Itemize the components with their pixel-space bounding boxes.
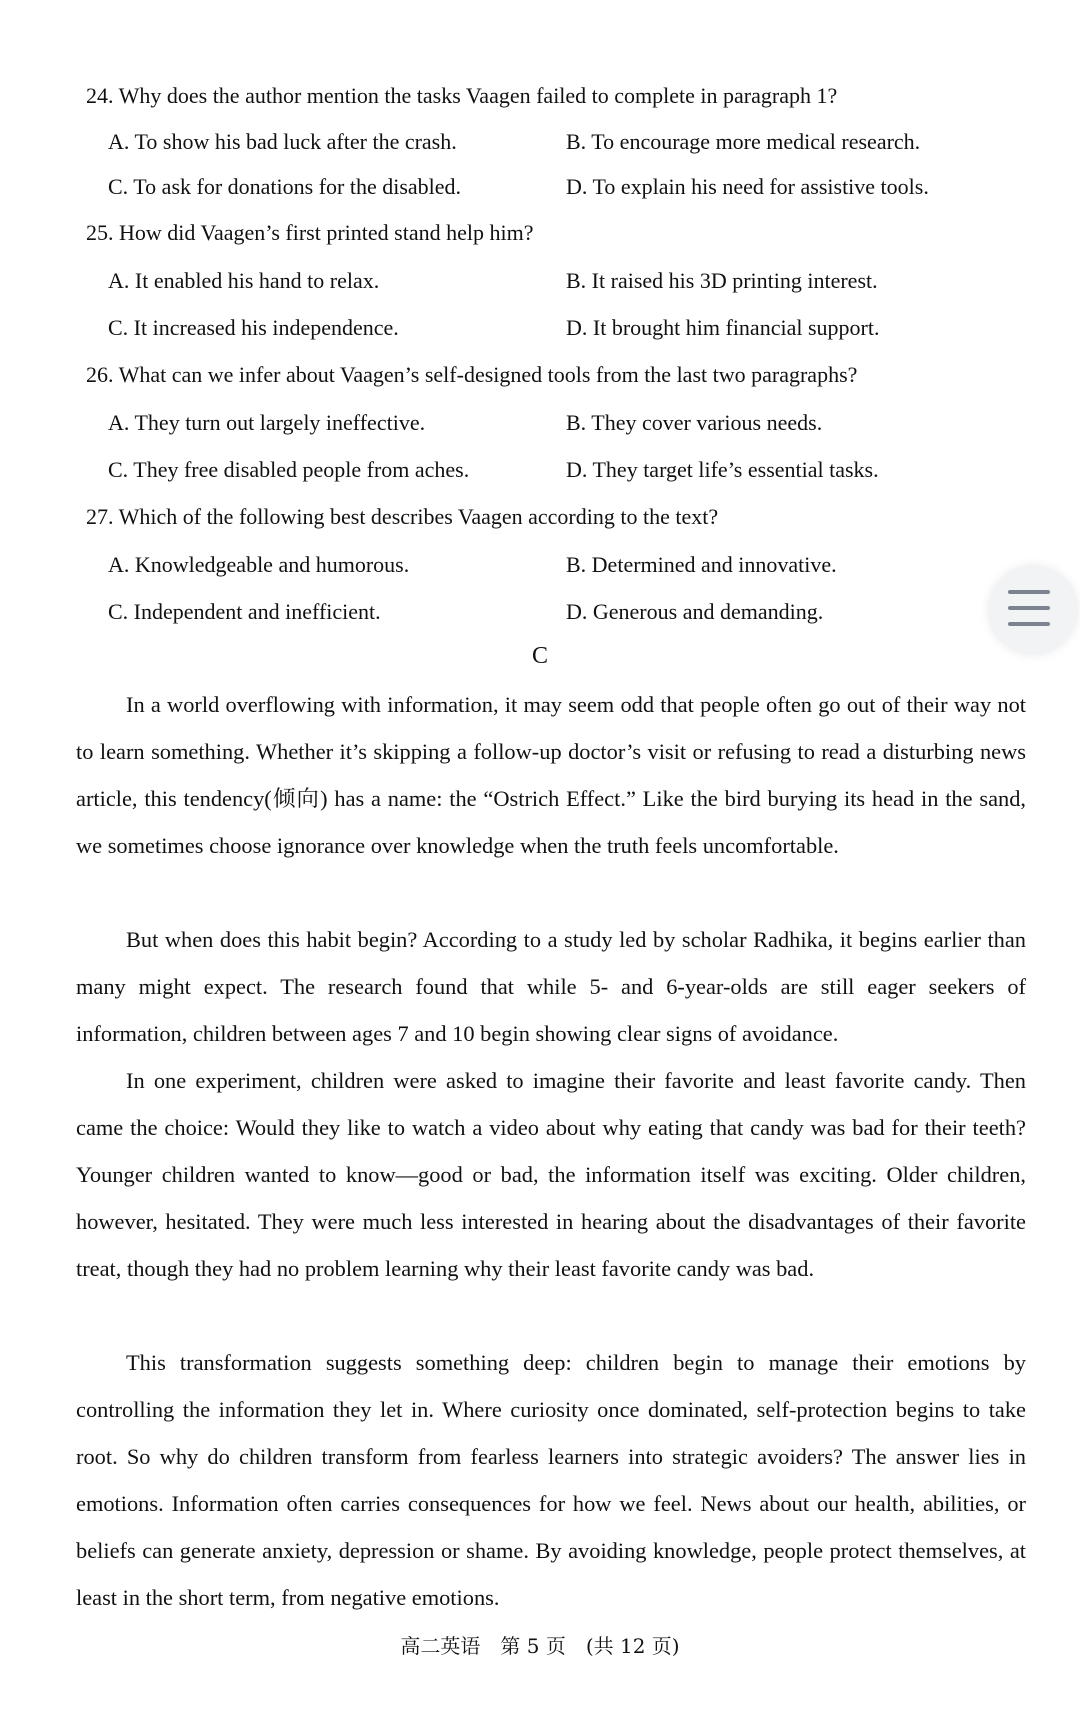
passage-paragraph-4: This transformation suggests something deep: children begin to manage their emotions by controlling the information they let in. Where curiosity once dominated, self-protection begins to take root. So why do children transform from fearless learners into strategic avoiders? The answer lies in emotions. Information often carries consequences for how we feel. News about our health, abilities, or beliefs can generate anxiety, depression or shame. By avoiding knowledge, people protect themselves, at least in the short term, from negative emotions. <box>76 1350 1026 1610</box>
question-24-option-b: B. To encourage more medical research. <box>566 129 921 154</box>
question-24-option-c: C. To ask for donations for the disabled. <box>108 174 462 199</box>
floating-menu-button[interactable] <box>988 565 1078 655</box>
question-24: 24. Why does the author mention the tasks Vaagen failed to complete in paragraph 1? <box>86 83 838 108</box>
question-24-option-a: A. To show his bad luck after the crash. <box>108 129 457 154</box>
question-27: 27. Which of the following best describes Vaagen according to the text? <box>86 504 719 529</box>
question-26-option-c: C. They free disabled people from aches. <box>108 457 470 482</box>
question-27-option-d: D. Generous and demanding. <box>566 599 824 624</box>
question-26: 26. What can we infer about Vaagen’s self-designed tools from the last two paragraphs? <box>86 362 858 387</box>
passage-paragraph-2: But when does this habit begin? According to a study led by scholar Radhika, it begins earlier than many might expect. The research found that while 5- and 6-year-olds are still eager seekers of information, children between ages 7 and 10 begin showing clear signs of avoidance. <box>76 927 1026 1046</box>
page-footer: 高二英语 第 5 页 (共 12 页) <box>400 1634 680 1658</box>
passage-paragraph-1: In a world overflowing with information, it may seem odd that people often go out of their way not to learn something. Whether it’s skipping a follow-up doctor’s visit or refusing to read a disturbing news article, this tendency(倾向) has a name: the “Ostrich Effect.” Like the bird burying its head in the sand, we sometimes choose ignorance over knowledge when the truth feels uncomfortable. <box>76 692 1026 858</box>
question-27-option-a: A. Knowledgeable and humorous. <box>108 552 410 577</box>
question-26-option-d: D. They target life’s essential tasks. <box>566 457 879 482</box>
passage-paragraph-3: In one experiment, children were asked to imagine their favorite and least favorite candy. Then came the choice: Would they like to watch a video about why eating that candy was bad for their teeth? Younger children wanted to know—good or bad, the information itself was exciting. Older children, however, hesitated. They were much less interested in hearing about the disadvantages of their favorite treat, though they had no problem learning why their least favorite candy was bad. <box>76 1068 1026 1281</box>
question-24-option-d: D. To explain his need for assistive tools. <box>566 174 929 199</box>
question-27-option-b: B. Determined and innovative. <box>566 552 837 577</box>
question-27-option-c: C. Independent and inefficient. <box>108 599 381 624</box>
section-heading: C <box>531 643 548 669</box>
question-25-option-c: C. It increased his independence. <box>108 315 399 340</box>
question-25: 25. How did Vaagen’s first printed stand help him? <box>86 220 534 245</box>
menu-icon[interactable] <box>1008 590 1050 626</box>
question-25-option-a: A. It enabled his hand to relax. <box>108 268 380 293</box>
question-25-option-d: D. It brought him financial support. <box>566 315 880 340</box>
question-25-option-b: B. It raised his 3D printing interest. <box>566 268 878 293</box>
question-26-option-b: B. They cover various needs. <box>566 410 823 435</box>
question-26-option-a: A. They turn out largely ineffective. <box>108 410 426 435</box>
